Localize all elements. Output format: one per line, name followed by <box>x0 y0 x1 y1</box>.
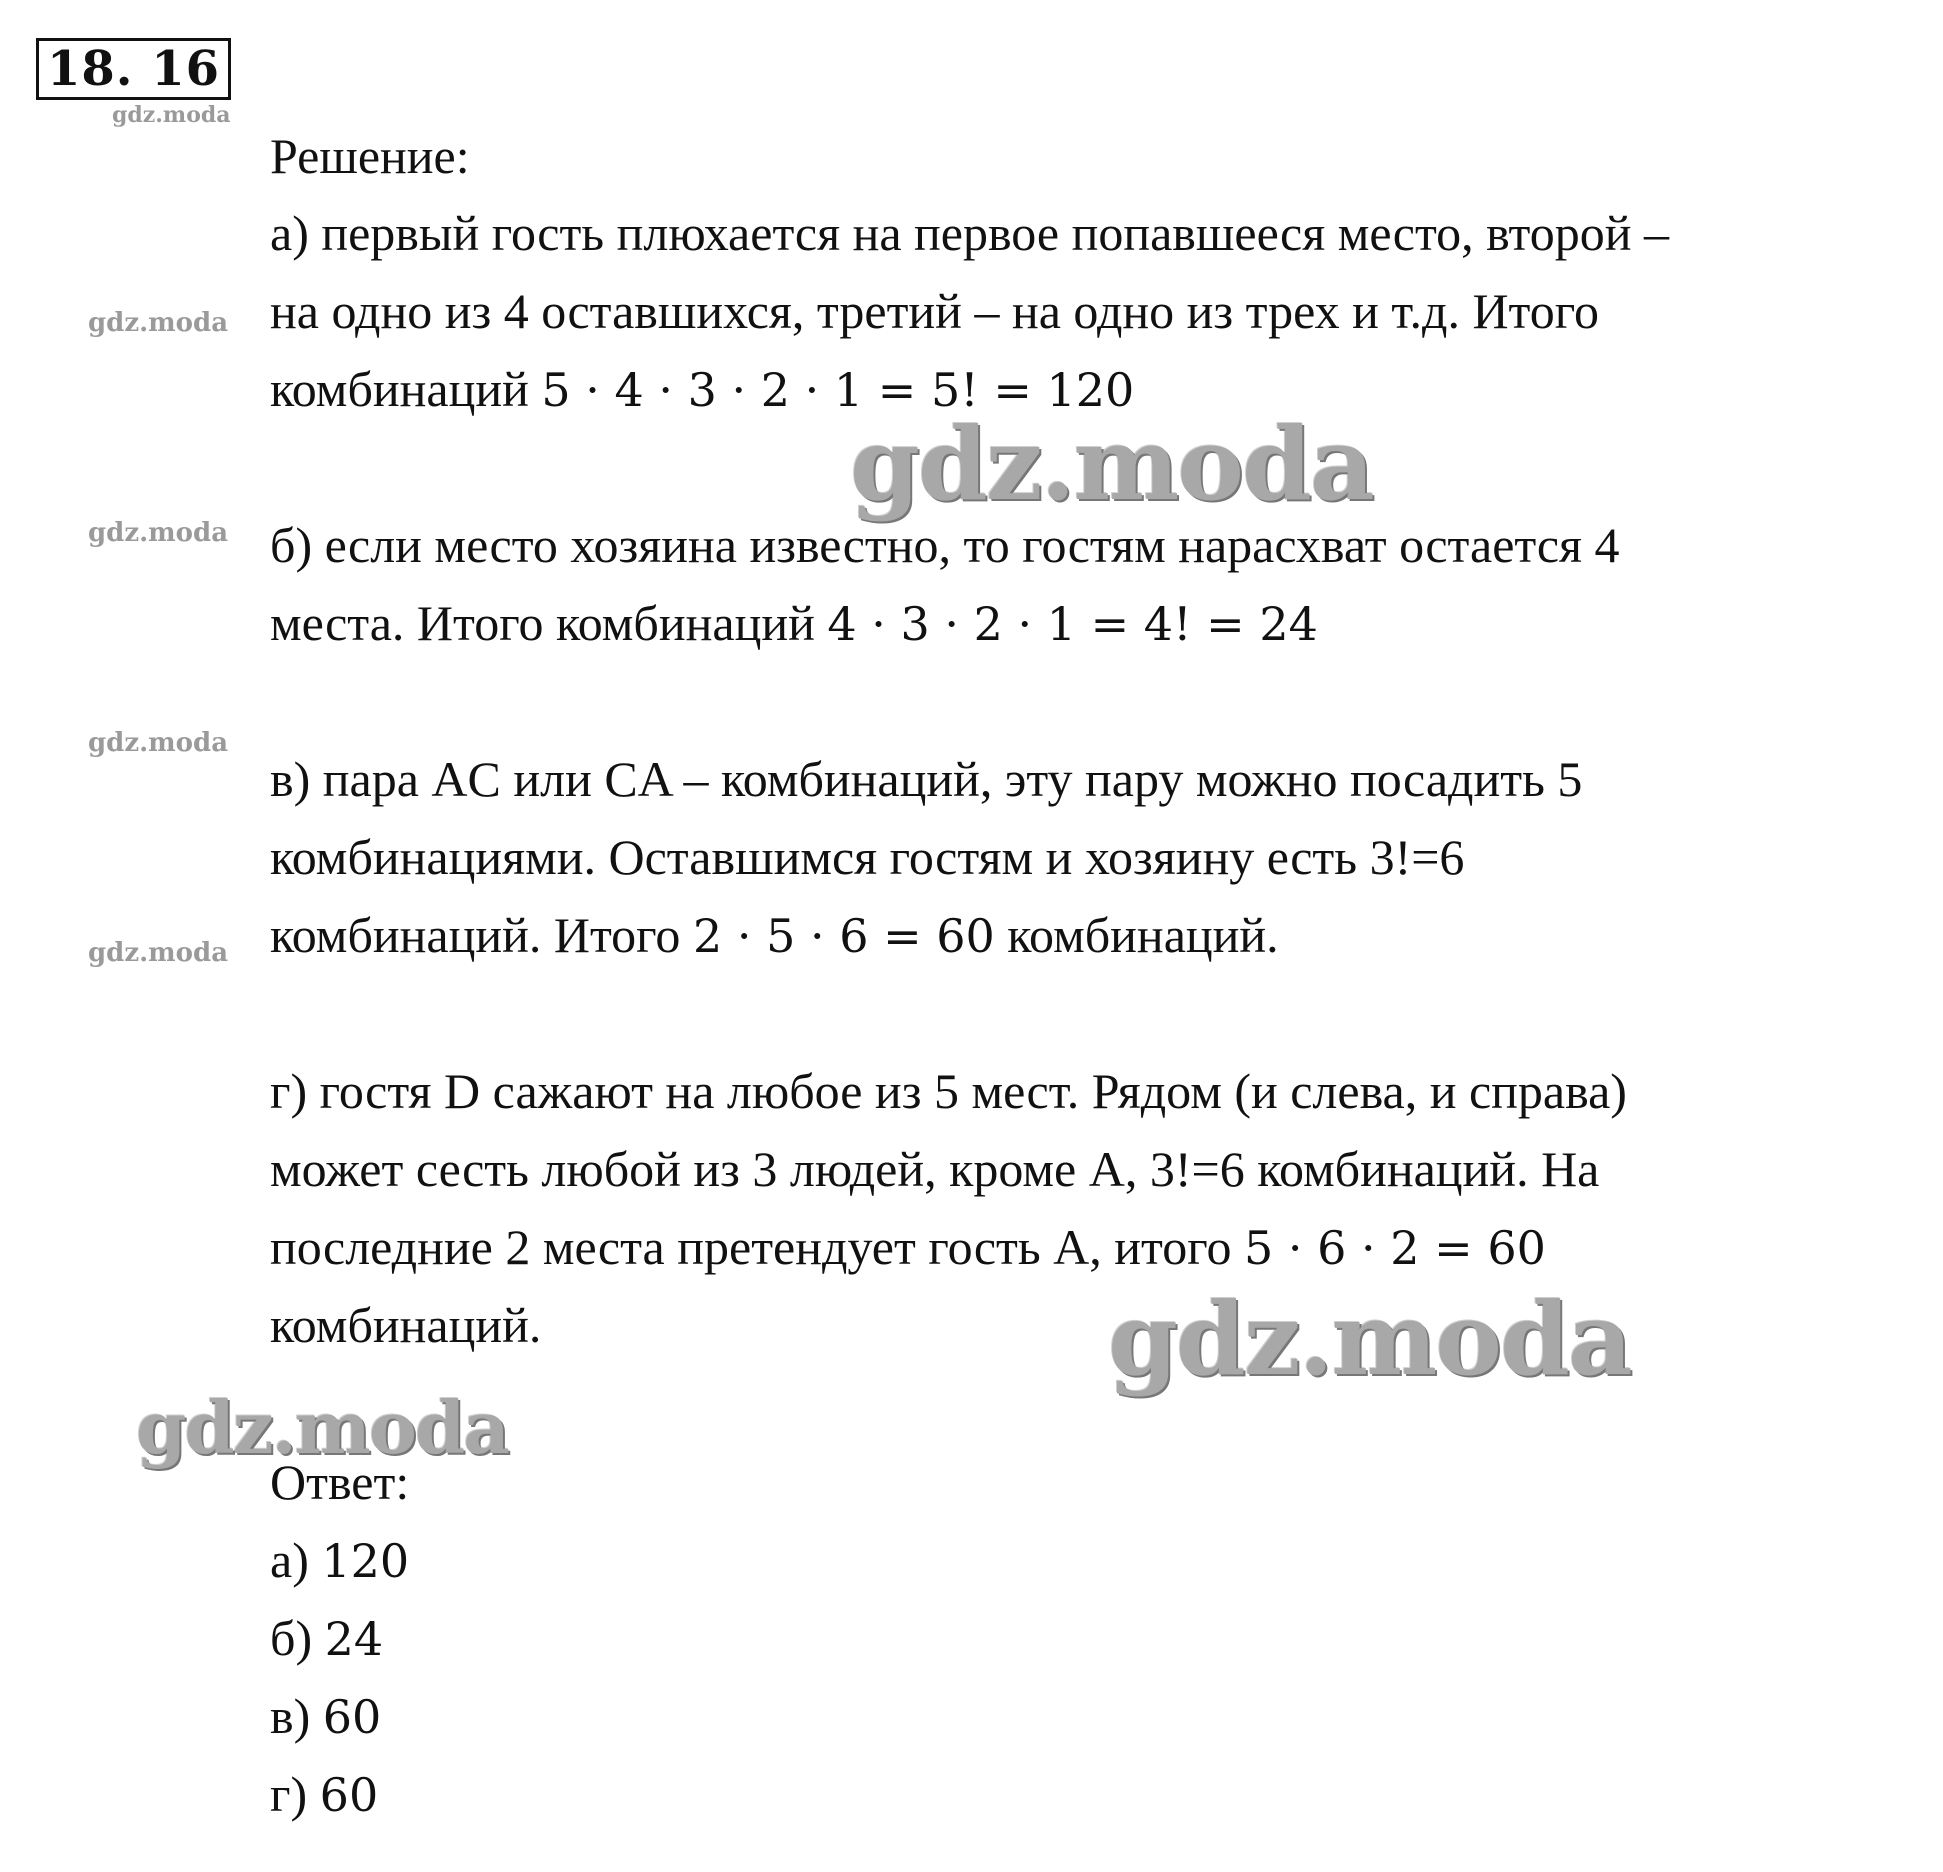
answer-item <box>270 1608 383 1669</box>
watermark-large: gdz.moda <box>136 1385 508 1470</box>
part-a-line-2: на одно из 4 оставшихся, третий – на одно из трех и т.д. Итого <box>270 283 1600 339</box>
part-c-line-3 <box>270 905 1279 966</box>
watermark-small: gdz.moda <box>88 938 229 968</box>
answer-label: в) <box>270 1688 323 1744</box>
part-c-line-3-tail: комбинаций. <box>994 907 1279 963</box>
part-b-formula: 4 · 3 · 2 · 1 = 4! = 24 <box>827 597 1318 651</box>
answer-value: 60 <box>319 1768 379 1822</box>
part-d-line-4: комбинаций. <box>270 1297 542 1353</box>
problem-number: 18. 16 <box>36 38 231 100</box>
answer-label: г) <box>270 1766 320 1822</box>
part-a-formula: 5 · 4 · 3 · 2 · 1 = 5! = 120 <box>541 363 1135 417</box>
watermark-small: gdz.moda <box>88 308 229 338</box>
part-d-line-3-text: последние 2 места претендует гость A, итого <box>270 1219 1244 1275</box>
solution-heading: Решение: <box>270 128 470 184</box>
answer-value: 120 <box>321 1534 410 1588</box>
answer-value: 60 <box>322 1690 382 1744</box>
part-c-line-1: в) пара AC или CA – комбинаций, эту пару можно посадить 5 <box>270 751 1583 807</box>
answer-heading: Ответ: <box>270 1454 410 1510</box>
watermark-large: gdz.moda <box>1108 1280 1631 1398</box>
part-d-line-1: г) гостя D сажают на любое из 5 мест. Рядом (и слева, и справа) <box>270 1063 1627 1119</box>
part-d-formula: 5 · 6 · 2 = 60 <box>1244 1221 1546 1275</box>
part-d-line-3 <box>270 1217 1546 1278</box>
part-a-line-3-text: комбинаций <box>270 361 542 417</box>
watermark-small: gdz.moda <box>88 728 229 758</box>
part-c-formula: 2 · 5 · 6 = 60 <box>692 909 995 963</box>
part-b-line-2-text: места. Итого комбинаций <box>270 595 828 651</box>
part-c-line-3-text: комбинаций. Итого <box>270 907 693 963</box>
part-c-line-2: комбинациями. Оставшимся гостям и хозяину есть 3!=6 <box>270 829 1465 885</box>
answer-item <box>270 1530 409 1591</box>
answer-item <box>270 1764 378 1825</box>
watermark-large: gdz.moda <box>850 405 1373 523</box>
watermark-small: gdz.moda <box>112 102 231 128</box>
answer-label: б) <box>270 1610 325 1666</box>
answer-item <box>270 1686 381 1747</box>
answer-label: а) <box>270 1532 322 1588</box>
part-d-line-2: может сесть любой из 3 людей, кроме A, 3!=6 комбинаций. На <box>270 1141 1600 1197</box>
part-a-line-3 <box>270 359 1134 420</box>
part-a-line-1: а) первый гость плюхается на первое попавшееся место, второй – <box>270 205 1669 261</box>
answer-value: 24 <box>324 1612 384 1666</box>
part-b-line-1: б) если место хозяина известно, то гостям нарасхват остается 4 <box>270 517 1620 573</box>
watermark-small: gdz.moda <box>88 518 229 548</box>
part-b-line-2 <box>270 593 1318 654</box>
